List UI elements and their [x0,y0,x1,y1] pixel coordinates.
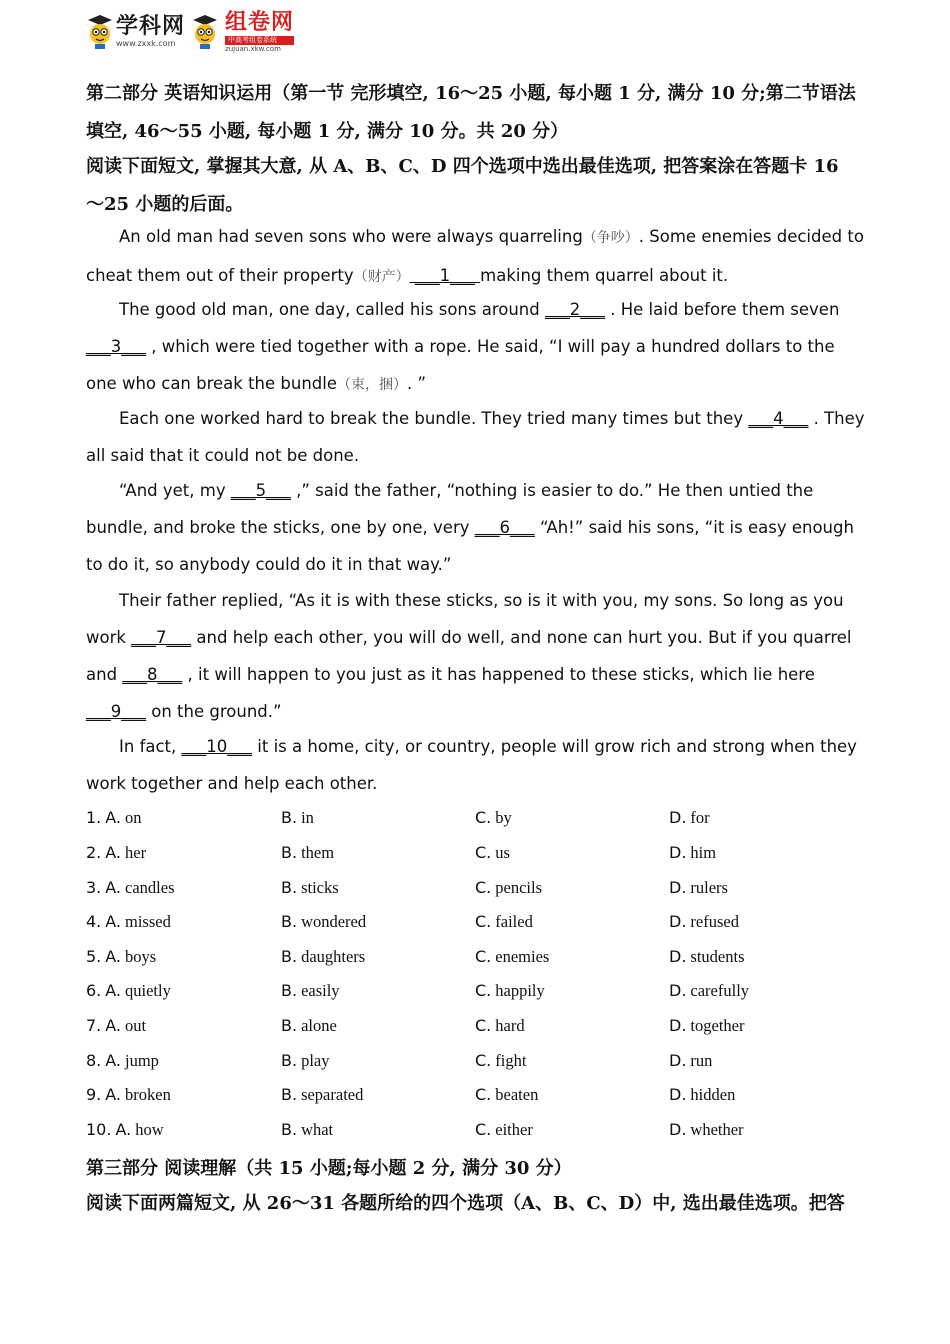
option-label-b: B. [281,1085,298,1104]
mascot-icon [86,14,114,50]
option-c[interactable]: beaten [495,1085,539,1104]
passage-paragraph-5 [86,582,866,730]
blank-6: ___6___ [474,518,535,537]
option-label-d: D. [669,808,687,827]
passage-paragraph-6 [86,728,866,802]
part2-instruction-line1: 阅读下面短文, 掌握其大意, 从 A、B、C、D 四个选项中选出最佳选项, 把答案涂在答题卡 16 [86,156,839,177]
option-label-d: D. [669,843,687,862]
p2-text-a: The good old man, one day, called his sons around [119,300,545,319]
option-label-a: A. [105,808,122,827]
p5-text-d: on the ground.” [146,702,282,721]
p1-text-a: An old man had seven sons who were always quarreling [119,227,583,246]
option-row [86,1085,866,1111]
option-a[interactable]: quietly [125,981,171,1000]
p1-gloss-1: （争吵） [582,230,639,246]
passage-paragraph-2 [86,291,866,404]
option-b[interactable]: daughters [301,947,366,966]
option-row [86,878,866,904]
option-a[interactable]: missed [125,912,171,931]
part2-title-line2: 填空, 46～55 小题, 每小题 1 分, 满分 10 分。共 20 分） [86,121,569,142]
option-label-c: C. [475,1051,492,1070]
option-d[interactable]: whether [690,1120,744,1139]
part3-title: 第三部分 阅读理解（共 15 小题;每小题 2 分, 满分 30 分） [86,1158,572,1179]
option-d[interactable]: carefully [690,981,750,1000]
option-label-d: D. [669,878,687,897]
option-d[interactable]: hidden [690,1085,736,1104]
brand-xueke[interactable] [116,16,185,48]
option-label-d: D. [669,1120,687,1139]
blank-4: ___4___ [748,409,809,428]
passage-paragraph-3 [86,400,866,474]
option-a[interactable]: how [135,1120,164,1139]
option-c[interactable]: us [495,843,510,862]
option-a[interactable]: jump [125,1051,159,1070]
option-label-a: A. [105,912,122,931]
mascot-icon [191,14,219,50]
part3-instruction: 阅读下面两篇短文, 从 26～31 各题所给的四个选项（A、B、C、D）中, 选出最佳选项。把答 [86,1193,845,1214]
option-row [86,808,866,834]
option-d[interactable]: together [690,1016,745,1035]
question-number: 1. [86,808,102,827]
option-label-a: A. [105,843,122,862]
question-number: 9. [86,1085,102,1104]
option-a[interactable]: on [125,808,142,827]
option-row [86,1120,866,1146]
blank-5: ___5___ [230,481,291,500]
question-number: 3. [86,878,102,897]
option-label-c: C. [475,1016,492,1035]
blank-7: ___7___ [131,628,192,647]
option-label-d: D. [669,1085,687,1104]
question-number: 10. [86,1120,112,1139]
option-row [86,1016,866,1042]
option-a[interactable]: candles [125,878,175,897]
option-label-a: A. [105,1085,122,1104]
header-logo [86,9,295,53]
option-b[interactable]: in [301,808,314,827]
passage-paragraph-4 [86,472,866,583]
part2-title-line1: 第二部分 英语知识运用（第一节 完形填空, 16～25 小题, 每小题 1 分, 满分 10 分;第二节语法 [86,83,856,104]
option-label-c: C. [475,843,492,862]
option-b[interactable]: sticks [301,878,339,897]
p6-text-a: In fact, [119,737,182,756]
blank-8: ___8___ [122,665,183,684]
brand-zujuan[interactable] [225,9,295,53]
option-b[interactable]: them [301,843,335,862]
passage-paragraph-1 [86,218,866,296]
p2-text-d: . ” [407,374,427,393]
blank-3: ___3___ [86,337,146,356]
option-c[interactable]: pencils [495,878,543,897]
option-a[interactable]: out [125,1016,147,1035]
p2-text-c: , which were tied together with a rope. He said, “I will pay a hundred dollars to the one who can break the bundle [86,337,835,393]
blank-10: ___10___ [181,737,253,756]
question-number: 5. [86,947,102,966]
p5-text-a: Their father replied, “As it is with these sticks, so is it with you, my sons. So long as you work [86,591,844,647]
p5-text-c: , it will happen to you just as it has happened to these sticks, which lie here [182,665,815,684]
option-b[interactable]: wondered [301,912,367,931]
option-c[interactable]: happily [495,981,545,1000]
p2-text-b: . He laid before them seven [605,300,840,319]
option-label-a: A. [105,1016,122,1035]
option-c[interactable]: hard [495,1016,525,1035]
option-label-b: B. [281,1051,298,1070]
p1-text-c: making them quarrel about it. [480,266,729,285]
option-a[interactable]: boys [125,947,157,966]
option-label-d: D. [669,947,687,966]
option-c[interactable]: either [495,1120,533,1139]
option-d[interactable]: for [690,808,710,827]
option-a[interactable]: broken [125,1085,171,1104]
blank-9: ___9___ [86,702,146,721]
option-label-c: C. [475,947,492,966]
option-label-b: B. [281,878,298,897]
option-row [86,843,866,869]
option-b[interactable]: alone [301,1016,337,1035]
p3-text-a: Each one worked hard to break the bundle. They tried many times but they [119,409,749,428]
option-c[interactable]: enemies [495,947,550,966]
option-b[interactable]: easily [301,981,340,1000]
option-label-b: B. [281,1120,298,1139]
question-number: 4. [86,912,102,931]
p4-text-b: ,” said the father, “nothing is easier to do.” He then untied the bundle, and broke the sticks, one by one, very [86,481,814,537]
p1-gloss-2: （财产） [353,269,410,285]
p3-text-b: . They all said that it could not be done. [86,409,865,465]
question-number: 8. [86,1051,102,1070]
option-label-b: B. [281,981,298,1000]
part2-instruction-line2: ～25 小题的后面。 [86,194,244,215]
p2-gloss: （束，捆） [337,377,408,393]
option-b[interactable]: what [301,1120,334,1139]
option-d[interactable]: students [690,947,745,966]
option-label-d: D. [669,981,687,1000]
option-label-d: D. [669,912,687,931]
option-row [86,981,866,1007]
question-number: 6. [86,981,102,1000]
option-row [86,912,866,938]
blank-1: ___1___ [409,266,481,285]
option-d[interactable]: him [690,843,717,862]
brand-xueke-name: 学科网 [116,14,186,39]
option-label-a: A. [105,1051,122,1070]
option-label-c: C. [475,1085,492,1104]
option-label-a: A. [115,1120,132,1139]
option-d[interactable]: run [690,1051,713,1070]
blank-2: ___2___ [545,300,605,319]
brand-xueke-url: www.zxxk.com [116,39,176,48]
option-label-c: C. [475,878,492,897]
option-label-d: D. [669,1016,687,1035]
option-row [86,947,866,973]
brand-zujuan-name: 组卷网 [225,9,295,35]
p5-text-b: and help each other, you will do well, and none can hurt you. But if you quarrel and [86,628,852,684]
p6-text-b: it is a home, city, or country, people will grow rich and strong when they work together and help each other. [86,737,857,793]
option-c[interactable]: failed [495,912,533,931]
option-label-c: C. [475,912,492,931]
option-label-d: D. [669,1051,687,1070]
option-c[interactable]: fight [495,1051,527,1070]
option-label-b: B. [281,843,298,862]
option-label-b: B. [281,1016,298,1035]
option-a[interactable]: her [125,843,147,862]
option-row [86,1051,866,1077]
p4-text-c: “Ah!” said his sons, “it is easy enough to do it, so anybody could do it in that way.” [86,518,854,574]
p1-text-b: . Some enemies decided to cheat them out of their property [86,227,864,285]
option-label-b: B. [281,912,298,931]
option-label-a: A. [105,878,122,897]
option-b[interactable]: separated [301,1085,364,1104]
option-label-c: C. [475,808,492,827]
option-label-b: B. [281,808,298,827]
option-b[interactable]: play [301,1051,330,1070]
option-label-a: A. [105,947,122,966]
option-d[interactable]: rulers [690,878,728,897]
p4-text-a: “And yet, my [119,481,231,500]
option-label-b: B. [281,947,298,966]
option-d[interactable]: refused [690,912,739,931]
question-number: 7. [86,1016,102,1035]
option-label-c: C. [475,981,492,1000]
option-label-a: A. [105,981,122,1000]
brand-zujuan-url: zujuan.xkw.com [225,44,281,53]
option-label-c: C. [475,1120,492,1139]
brand-zujuan-tag: 中高考组卷系统 [225,36,294,45]
question-number: 2. [86,843,102,862]
option-c[interactable]: by [495,808,512,827]
